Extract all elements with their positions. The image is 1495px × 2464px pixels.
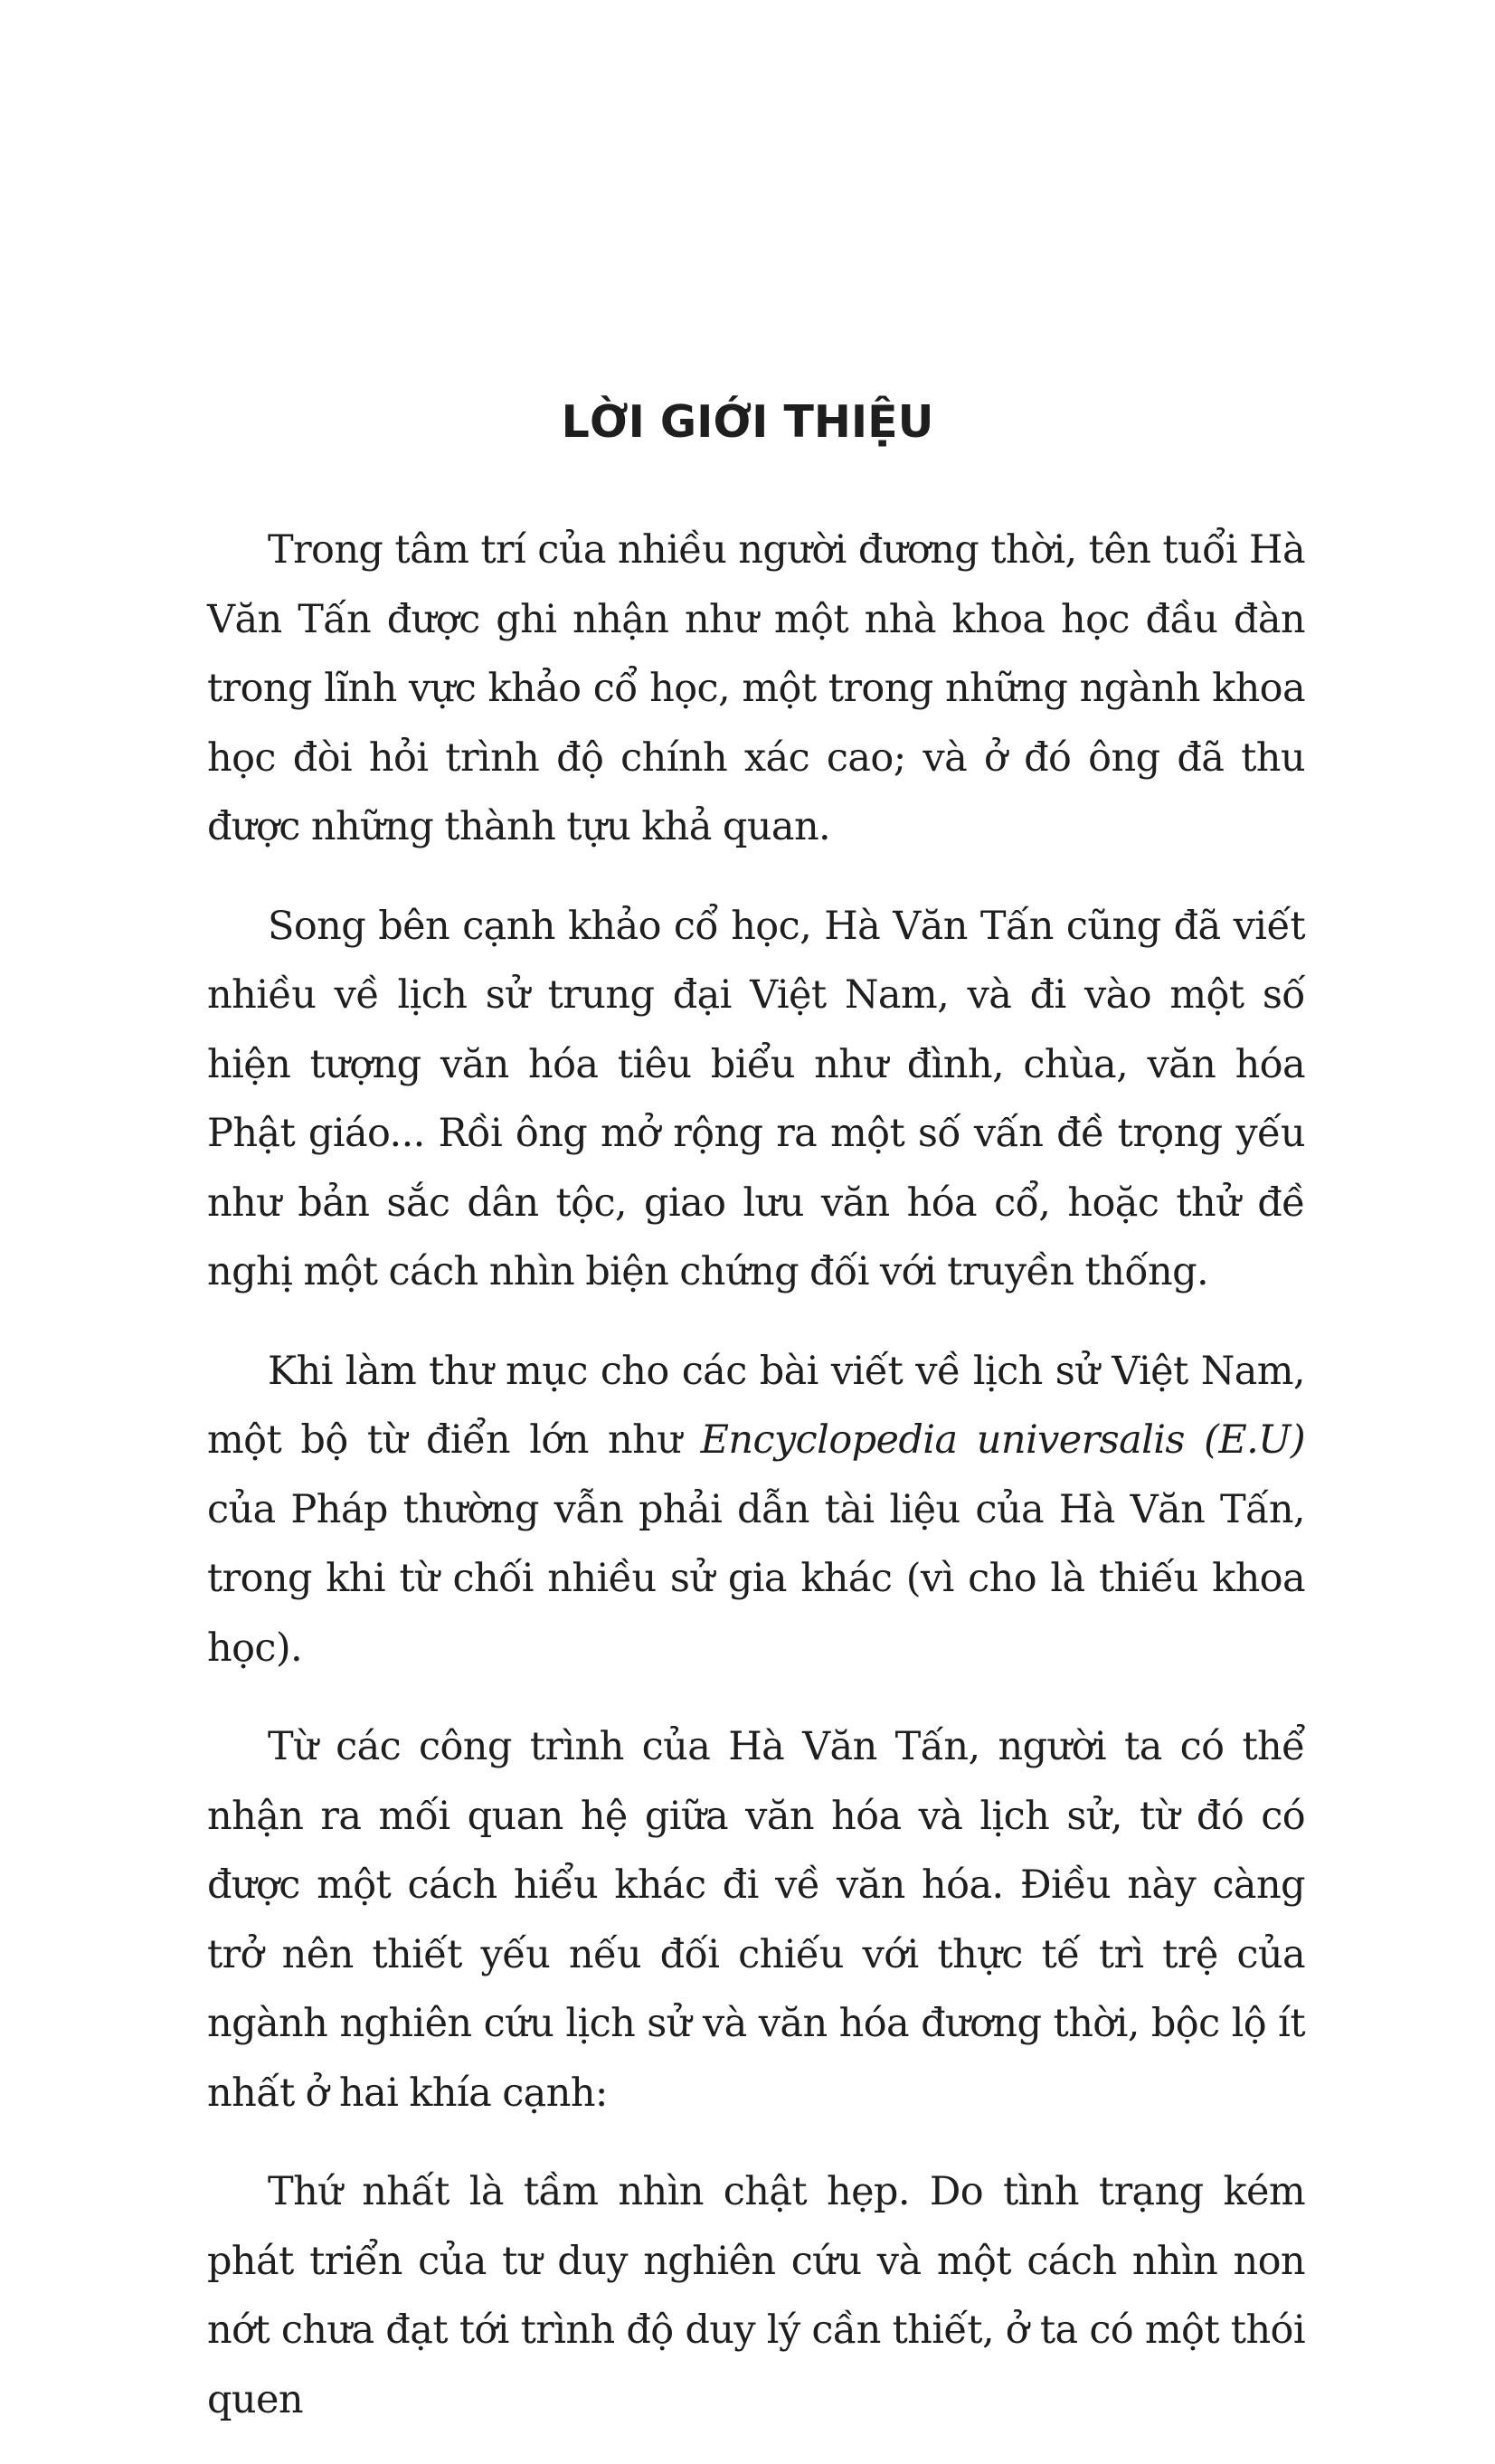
paragraph-1: Trong tâm trí của nhiều người đương thời, tên tuổi Hà Văn Tấn được ghi nhận như một nhà khoa học đầu đàn trong lĩnh vực khảo cổ học, một trong những ngành khoa học đòi hỏi trình độ chính xác cao; và ở đó ông đã thu được những thành tựu khả quan. (207, 527, 1305, 849)
paragraph-2: Song bên cạnh khảo cổ học, Hà Văn Tấn cũng đã viết nhiều về lịch sử trung đại Việt Nam, và đi vào một số hiện tượng văn hóa tiêu biểu như đình, chùa, văn hóa Phật giáo... Rồi ông mở rộng ra một số vấn đề trọng yếu như bản sắc dân tộc, giao lưu văn hóa cổ, hoặc thử đề nghị một cách nhìn biện chứng đối với truyền thống. (207, 903, 1305, 1294)
paragraph-5: Thứ nhất là tầm nhìn chật hẹp. Do tình trạng kém phát triển của tư duy nghiên cứu và một cách nhìn non nớt chưa đạt tới trình độ duy lý cần thiết, ở ta có một thói quen (207, 2169, 1305, 2422)
paragraph-3 (207, 1337, 1305, 1683)
paragraph-3-text-before: Khi làm thư mục cho các bài viết về lịch sử Việt Nam, một bộ từ điển lớn như (207, 1348, 1305, 1463)
page-title: LỜI GIỚI THIỆU (561, 396, 934, 448)
paragraph-3-text-after: của Pháp thường vẫn phải dẫn tài liệu của Hà Văn Tấn, trong khi từ chối nhiều sử gia khác (vì cho là thiếu khoa học). (207, 1486, 1305, 1671)
body-text (207, 516, 1305, 2464)
paragraph-4: Từ các công trình của Hà Văn Tấn, người ta có thể nhận ra mối quan hệ giữa văn hóa và lịch sử, từ đó có được một cách hiểu khác đi về văn hóa. Điều này càng trở nên thiết yếu nếu đối chiếu với thực tế trì trệ của ngành nghiên cứu lịch sử và văn hóa đương thời, bộc lộ ít nhất ở hai khía cạnh: (207, 1724, 1305, 2116)
encyclopedia-title: Encyclopedia universalis (E.U) (700, 1417, 1305, 1463)
